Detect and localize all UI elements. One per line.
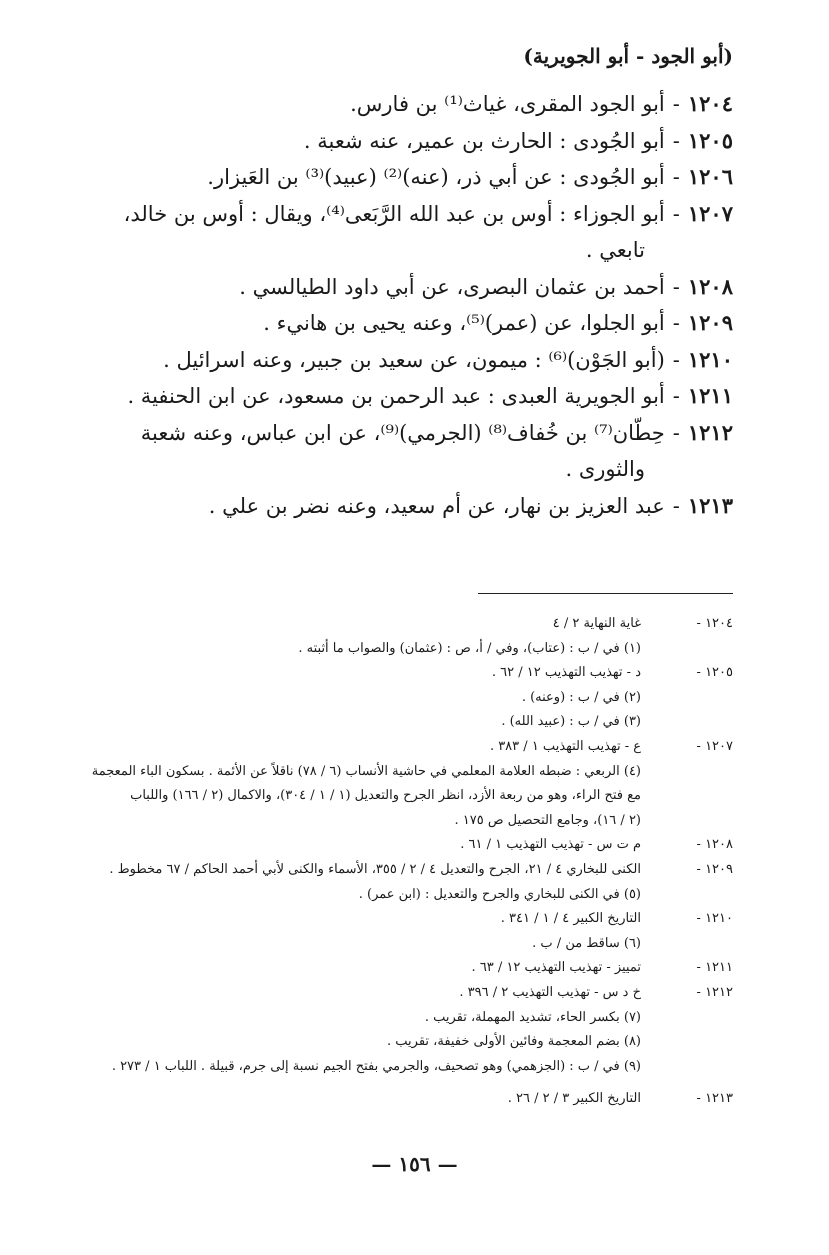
footnote-group: [100, 858, 733, 907]
entry-dash: -: [672, 384, 680, 408]
footnote-line: الكنى للبخاري ٤ / ٢١، الجرح والتعديل ٤ / ٢ / ٣٥٥، الأسماء والكنى لأبي أحمد الحاكم / ٦٧ مخطوط .: [109, 861, 641, 877]
entry-number: ١٢٠٥: [687, 127, 733, 153]
footnote-line: (٢) في / ب : (وعنه) .: [521, 689, 641, 705]
entry-text: عبد العزيز بن نهار، عن أم سعيد، وعنه نضر بن علي .: [208, 493, 665, 518]
footnote-body: [100, 907, 641, 956]
footnote-entry-number: ١٢٠٨ -: [696, 837, 733, 853]
entry-number: ١٢١٢: [687, 419, 733, 445]
footnote-line: خ د س - تهذيب التهذيب ٢ / ٣٩٦ .: [459, 984, 641, 1000]
footnote-body: [100, 612, 641, 661]
entry-text: حِطّان⁽⁷⁾ بن خُفاف⁽⁸⁾ (الجرمي)⁽⁹⁾، عن ابن عباس، وعنه شعبة: [140, 420, 665, 445]
entry: [80, 123, 733, 160]
entry-dash: -: [672, 128, 680, 153]
footnote-line: (٥) في الكنى للبخاري والجرح والتعديل : (ابن عمر) .: [358, 886, 641, 902]
footnote-line: (٦) ساقط من / ب .: [532, 935, 641, 951]
entry-dash: -: [672, 420, 680, 445]
entry-continuation: تابعي .: [585, 238, 645, 262]
entry-text: أبو الجود المقرى، غياث⁽¹⁾ بن فارس.: [350, 92, 665, 116]
entry: [80, 196, 733, 269]
footnote-body: [100, 956, 641, 981]
footnote-group: [91, 735, 733, 833]
entry-dash: -: [672, 274, 680, 299]
entry-dash: -: [672, 347, 680, 372]
entry: [80, 415, 733, 488]
footnote-body: [100, 661, 641, 735]
entry: [80, 488, 733, 525]
entry-number: ١٢١٣: [687, 492, 733, 518]
footnote-entry-number: ١٢٠٩ -: [696, 861, 733, 877]
footnote-gap: [100, 1079, 733, 1087]
entries-list: [80, 86, 733, 524]
footnote-line: غاية النهاية ٢ / ٤: [552, 616, 641, 631]
entry-text: أبو الجويرية العبدى : عبد الرحمن بن مسعود، عن ابن الحنفية .: [127, 384, 665, 408]
footnote-body: [92, 735, 641, 833]
footnote-line: (٣) في / ب : (عبيد الله) .: [501, 714, 641, 730]
footnote-group: [100, 1087, 733, 1112]
footnote-group: [100, 907, 733, 956]
entry-dash: -: [672, 201, 680, 226]
entry-dash: -: [672, 493, 680, 518]
footnote-line: مع فتح الراء، وهو من ربعة الأزد، انظر الجرح والتعديل (١ / ١ / ٣٠٤)، والاكمال (٢ / ١٦٦) واللباب: [130, 788, 641, 804]
entry-continuation: والثورى .: [565, 457, 645, 481]
footnote-group: [100, 956, 733, 981]
footnote-separator: [478, 593, 733, 594]
entry: [80, 378, 733, 415]
footnote-group: [100, 981, 733, 1079]
footnote-line: التاريخ الكبير ٤ / ١ / ٣٤١ .: [500, 911, 641, 927]
footnote-line: تمييز - تهذيب التهذيب ١٢ / ٦٣ .: [471, 960, 641, 976]
running-head: (أبو الجود - أبو الجويرية): [523, 44, 733, 68]
entry-text: أبو الجلوا، عن (عمر)⁽⁵⁾، وعنه يحيى بن هانيء .: [263, 311, 665, 335]
entry-number: ١٢٠٦: [687, 164, 733, 189]
page-number: — ١٥٦ —: [371, 1152, 458, 1176]
entry-text: (أبو الجَوْن)⁽⁶⁾ : ميمون، عن سعيد بن جبير، وعنه اسرائيل .: [163, 347, 665, 372]
footnote-line: (٤) الربعي : ضبطه العلامة المعلمي في حاشية الأنساب (٦ / ٧٨) ناقلاً عن الأئمة . بسكون الباء المعجمة: [91, 763, 641, 779]
footnote-line: م ت س - تهذيب التهذيب ١ / ٦١ .: [460, 837, 641, 853]
entry-text: أحمد بن عثمان البصرى، عن أبي داود الطيالسي .: [239, 274, 665, 299]
entry: [80, 159, 733, 196]
entry-number: ١٢٠٧: [687, 200, 733, 226]
footnote-entry-number: ١٢١١ -: [696, 960, 733, 976]
footnote-entry-number: ١٢٠٧ -: [696, 738, 733, 754]
entry-dash: -: [672, 92, 680, 116]
footnote-entry-number: ١٢١٢ -: [696, 984, 733, 1000]
entry: [80, 269, 733, 306]
entry-number: ١٢٠٨: [687, 273, 733, 299]
footnote-entry-number: ١٢١٠ -: [696, 911, 733, 927]
entry-text: أبو الجُودى : الحارث بن عمير، عنه شعبة .: [303, 128, 665, 153]
footnote-line: التاريخ الكبير ٣ / ٢ / ٢٦ .: [507, 1091, 641, 1107]
footnote-body: [100, 1087, 641, 1112]
entry: [80, 86, 733, 123]
footnote-line: د - تهذيب التهذيب ١٢ / ٦٢ .: [491, 665, 641, 681]
entry-text: أبو الجُودى : عن أبي ذر، (عنه)⁽²⁾ (عبيد)⁽³⁾ بن العَيزار.: [207, 165, 665, 189]
footnote-group: [100, 661, 733, 735]
footnote-entry-number: ١٢١٣ -: [696, 1091, 733, 1107]
footnote-group: [100, 833, 733, 858]
entry-number: ١٢٠٤: [687, 91, 733, 116]
footnotes-list: [91, 612, 733, 1112]
footnote-line: (٨) بضم المعجمة وفائين الأولى خفيفة، تقريب .: [387, 1034, 641, 1050]
entry: [80, 342, 733, 379]
footnote-line: (٢ / ١٦)، وجامع التحصيل ص ١٧٥ .: [454, 812, 641, 828]
footnote-body: [100, 981, 641, 1079]
entry-number: ١٢١٠: [687, 346, 733, 372]
entry: [80, 305, 733, 342]
entry-number: ١٢٠٩: [687, 310, 733, 335]
footnote-line: ع - تهذيب التهذيب ١ / ٣٨٣ .: [489, 738, 641, 754]
footnote-group: [100, 612, 733, 661]
footnote-entry-number: ١٢٠٥ -: [696, 665, 733, 681]
entry-number: ١٢١١: [687, 383, 733, 408]
footnote-body: [100, 833, 641, 858]
footnote-line: (٩) في / ب : (الجزهمي) وهو تصحيف، والجرمي بفتح الجيم نسبة إلى جرم، قبيلة . اللباب ١ / ٢٧٣ .: [111, 1058, 641, 1074]
entry-dash: -: [672, 311, 680, 335]
footnote-line: (٧) بكسر الحاء، تشديد المهملة، تقريب .: [424, 1009, 641, 1025]
footnote-entry-number: ١٢٠٤ -: [696, 616, 733, 631]
footnote-line: (١) في / ب : (عتاب)، وفي / أ، ص : (عثمان) والصواب ما أثبته .: [298, 640, 641, 656]
entry-text: أبو الجوزاء : أوس بن عبد الله الرَّبَعى⁽⁴⁾، ويقال : أوس بن خالد،: [123, 201, 665, 226]
entry-dash: -: [672, 165, 680, 189]
footnote-body: [100, 858, 641, 907]
